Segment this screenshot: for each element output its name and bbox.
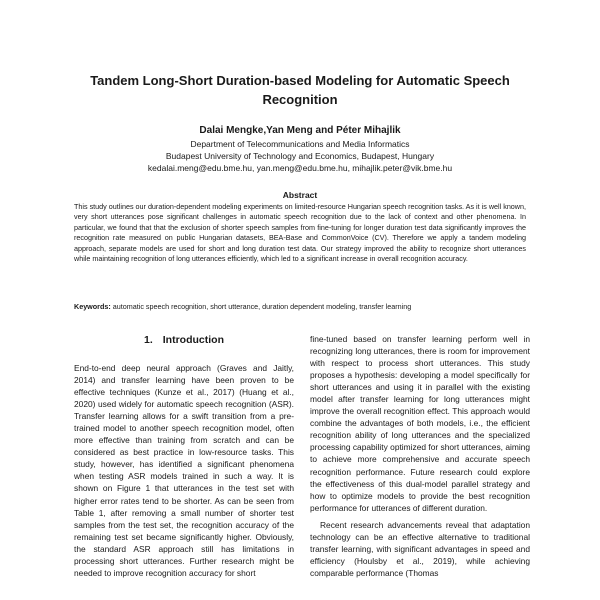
affiliation-university: Budapest University of Technology and Economics, Budapest, Hungary xyxy=(165,151,435,161)
keywords-text: automatic speech recognition, short utterance, duration dependent modeling, transfer learning xyxy=(112,302,412,311)
author-list: Dalai Mengke,Yan Meng and Péter Mihajlik xyxy=(199,125,401,136)
affiliation-emails: kedalai.meng@edu.bme.hu, yan.meng@edu.bme.hu, mihajlik.peter@vik.bme.hu xyxy=(147,163,453,173)
abstract-text: This study outlines our duration-dependent modeling experiments on limited-resource Hungarian speech recognition tasks. As it is well known, very short utterances pose significant challenges in automatic speech recognition due to the lack of context and other phenomena. In particular, we found that that the exclusion of shorter speech samples from fine-tuning for longer duration test data significantly improves the recognition rate measured on public Hungarian datasets, BEA-Base and CommonVoice (CV). Therefore we apply a tandem modeling approach, separate models are used for short and long duration test data. Our strategy improved the ability to recognize short utterances while maintaining recognition of long utterances efficiently, which led to a significant increase in overall recognition accuracy. xyxy=(74,202,526,264)
affiliation-department: Department of Telecommunications and Media Informatics xyxy=(190,139,410,149)
intro-paragraph-3: Recent research advancements reveal that adaptation technology can be an effective alternative to traditional transfer learning, with significant advantages in speed and efficiency (Houlsby et al., 2019), while achieving comparable performance (Thomas xyxy=(310,519,530,578)
right-column xyxy=(310,333,530,600)
paper-title: Tandem Long-Short Duration-based Modeling for Automatic Speech Recognition xyxy=(90,73,510,107)
intro-paragraph-1: End-to-end deep neural approach (Graves and Jaitly, 2014) and transfer learning have been proven to be effective techniques (Kunze et al., 2017) (Huang et al., 2020) used widely for automatic speech recognition (ASR). Transfer learning allows for a swift transition from a pre-trained model to another speech recognition model, often more effective than training from scratch and can be considered as best practice in low-resource tasks. This study, however, has identified a significant phenomena when testing ASR models trained in such a way. It is shown on Figure 1 that utterances in the test set with higher error rates tend to be shorter. As can be seen from Table 1, after removing a small number of shorter test samples from the test set, the recognition accuracy of the remaining test set became significantly higher. Obviously, the standard ASR approach still has limitations in processing short utterances. Further research might be needed to improve recognition accuracy for short xyxy=(74,363,294,578)
section-number: 1. xyxy=(143,334,153,346)
section-title: Introduction xyxy=(162,334,224,346)
abstract-heading: Abstract xyxy=(282,190,318,200)
section-heading xyxy=(74,333,294,347)
keywords xyxy=(74,302,526,312)
left-column xyxy=(74,362,294,600)
keywords-label: Keywords: xyxy=(74,302,111,311)
intro-paragraph-2: fine-tuned based on transfer learning perform well in recognizing long utterances, there is room for improvement with respect to process short utterances. This study proposes a hypothesis: developing a model specifically for short utterances and using it in parallel with the existing model after transfer learning for long utterances might improve the overall recognition effect. This approach would combine the advantages of both models, i.e., the efficient recognition ability of long utterances and the specialized processing capability optimized for short utterances, aiming to achieve more comprehensive and accurate speech recognition performance. Future research could explore the effectiveness of this dual-model parallel strategy and how to optimize models to provide the best recognition performance for utterances of different duration. xyxy=(310,334,530,513)
